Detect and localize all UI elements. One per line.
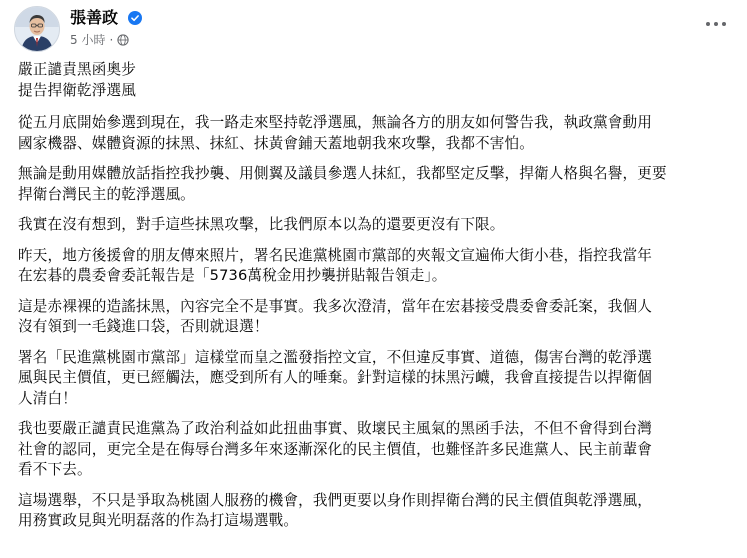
author-name[interactable]: 張善政	[70, 8, 119, 27]
post-paragraph: 我也要嚴正譴責民進黨為了政治利益如此扭曲事實、敗壞民主風氣的黑函手法，不但不會得到台灣 社會的認同，更完全是在侮辱台灣多年來逐漸深化的民主價值，也難怪許多民進黨人、民主前輩會 看不下去。	[18, 420, 652, 478]
post-header	[14, 6, 734, 54]
post-timestamp[interactable]: 5 小時	[70, 33, 106, 47]
avatar-portrait	[15, 7, 59, 51]
more-options-icon[interactable]	[698, 10, 734, 38]
post-paragraph: 無論是動用媒體放話指控我抄襲、用側翼及議員參選人抹紅，我都堅定反擊，捍衛人格與名譽，更要 捍衛台灣民主的乾淨選風。	[18, 165, 667, 203]
post-headline: 嚴正譴責黑函奧步 提告捍衛乾淨選風	[18, 61, 136, 99]
more-dot	[722, 22, 726, 26]
globe-icon[interactable]	[117, 34, 129, 46]
post-paragraph: 我實在沒有想到，對手這些抹黑攻擊，比我們原本以為的還要更沒有下限。	[18, 216, 505, 233]
post-paragraph: 昨天，地方後援會的朋友傳來照片，署名民進黨桃園市黨部的夾報文宣遍佈大街小巷，指控我當年 在宏碁的農委會委託報告是「5736萬稅金用抄襲拼貼報告領走」。	[18, 246, 652, 284]
post-paragraph: 從五月底開始參選到現在，我一路走來堅持乾淨選風，無論各方的朋友如何警告我，執政黨會動用 國家機器、媒體資源的抹黑、抹紅、抹黃會鋪天蓋地朝我來攻擊，我都不害怕。	[18, 114, 652, 152]
meta-separator: ·	[109, 33, 114, 47]
post-meta	[70, 32, 129, 48]
post-paragraph: 署名「民進黨桃園市黨部」這樣堂而皇之濫發指控文宣，不但違反事實、道德，傷害台灣的乾淨選 風與民主價值，更已經觸法，應受到所有人的唾棄。針對這樣的抹黑污衊，我會直接提告以捍衛個 人清白！	[18, 348, 652, 407]
verified-badge-icon	[128, 11, 142, 25]
post-body	[18, 60, 730, 542]
more-dot	[706, 22, 710, 26]
post-paragraph: 這是赤裸裸的造謠抹黑，內容完全不是事實。我多次澄清，當年在宏碁接受農委會委託案，我個人 沒有領到一毛錢進口袋，否則就退選！	[18, 297, 652, 335]
post-paragraph: 這場選舉，不只是爭取為桃園人服務的機會，我們更要以身作則捍衛台灣的民主價值與乾淨選風， 用務實政見與光明磊落的作為打這場選戰。	[18, 491, 652, 529]
more-dot	[714, 22, 718, 26]
author-avatar[interactable]	[14, 6, 60, 52]
